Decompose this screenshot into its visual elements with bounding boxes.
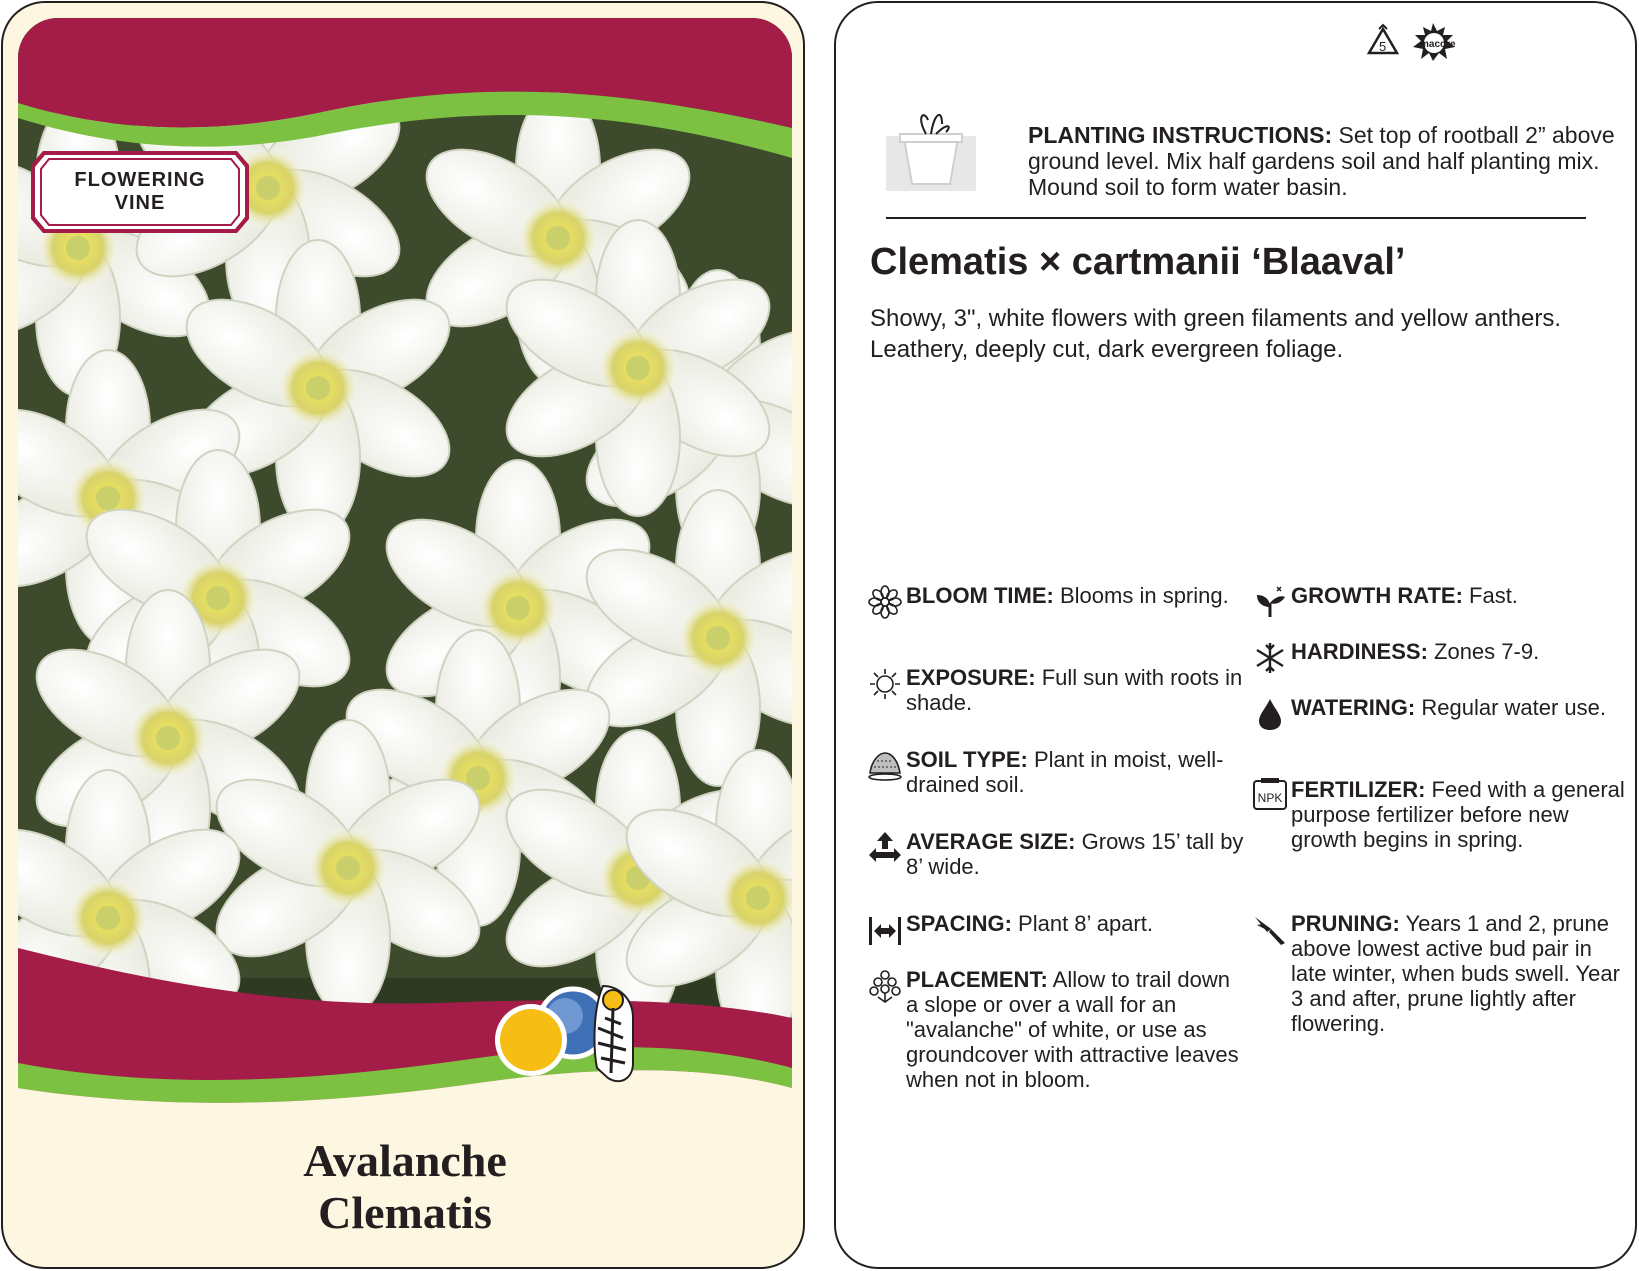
attr-value: Grows 15’ tall by 8’ wide. xyxy=(906,829,1244,879)
attr-placement xyxy=(906,967,1246,1092)
attr-label: WATERING: xyxy=(1291,695,1416,720)
recycle-icon xyxy=(1369,25,1397,54)
attr-bloom-time xyxy=(906,583,1246,608)
feature-badges xyxy=(493,978,643,1088)
attr-pruning xyxy=(1291,911,1631,1036)
attr-value: Plant 8’ apart. xyxy=(1011,911,1153,936)
attr-exposure xyxy=(906,665,1246,715)
attr-value: Fast. xyxy=(1462,583,1518,608)
pot-icon xyxy=(886,106,976,196)
sun-outline-icon xyxy=(868,667,902,701)
planting-instructions xyxy=(886,106,1615,206)
attr-hardiness xyxy=(1291,639,1631,664)
attr-average-size xyxy=(906,829,1246,879)
attr-value: Regular water use. xyxy=(1415,695,1607,720)
attr-value: Blooms in spring. xyxy=(1053,583,1229,608)
attr-soil-type xyxy=(906,747,1246,797)
svg-text:macore: macore xyxy=(1420,39,1456,50)
plant-tag-front xyxy=(1,1,805,1269)
attr-fertilizer xyxy=(1291,777,1631,852)
attr-value: Full sun with roots in shade. xyxy=(906,665,1243,715)
attr-value: Zones 7-9. xyxy=(1427,639,1540,664)
botanical-name: Clematis × cartmanii ‘Blaaval’ xyxy=(870,241,1406,283)
svg-text:NPK: NPK xyxy=(1257,791,1283,805)
attr-label: PRUNING: xyxy=(1291,911,1400,936)
npk-icon xyxy=(1253,777,1287,811)
svg-text:5: 5 xyxy=(1379,39,1387,54)
attr-label: SPACING: xyxy=(906,911,1012,936)
attr-label: FERTILIZER: xyxy=(1291,777,1426,802)
water-drop-icon xyxy=(1253,697,1287,731)
attr-value: Allow to trail down a slope or over a wall for an "avalanche" of white, or use as groundcover with attractive leaves when not in bloom. xyxy=(906,967,1239,1092)
category-badge-text xyxy=(31,169,249,215)
size-arrows-icon xyxy=(868,831,902,865)
sprout-icon xyxy=(1253,585,1287,619)
planting-body: Set top of rootball 2” above ground level. Mix half gardens soil and half planting mix. Mound soil to form water basin. xyxy=(1028,122,1615,200)
brand-logo-icon xyxy=(1413,23,1456,61)
placement-icon xyxy=(868,969,902,1003)
flower-icon xyxy=(868,585,902,619)
attr-value: Feed with a general purpose fertilizer before new growth begins in spring. xyxy=(1291,777,1625,852)
attr-spacing xyxy=(906,911,1246,936)
planting-text xyxy=(1028,122,1628,200)
plant-description: Showy, 3", white flowers with green filaments and yellow anthers. Leathery, deeply cut, dark evergreen foliage. xyxy=(870,305,1562,363)
attr-label: HARDINESS: xyxy=(1291,639,1428,664)
planting-label: PLANTING INSTRUCTIONS: xyxy=(1028,122,1333,148)
attr-label: AVERAGE SIZE: xyxy=(906,829,1076,854)
sun-icon xyxy=(495,1004,567,1076)
attr-label: EXPOSURE: xyxy=(906,665,1036,690)
attr-label: BLOOM TIME: xyxy=(906,583,1054,608)
badge-line-2: VINE xyxy=(114,192,166,214)
pollinator-icon xyxy=(595,986,633,1081)
plant-tag-back xyxy=(834,1,1637,1269)
spacing-arrows-icon xyxy=(868,913,902,947)
attr-label: PLACEMENT: xyxy=(906,967,1048,992)
top-logos xyxy=(1365,21,1465,67)
divider xyxy=(886,217,1586,219)
attr-label: SOIL TYPE: xyxy=(906,747,1028,772)
common-name-line-1: Avalanche xyxy=(303,1135,507,1186)
badge-line-1: FLOWERING xyxy=(74,169,206,191)
snowflake-icon xyxy=(1253,641,1287,675)
common-name-line-2: Clematis xyxy=(318,1187,492,1238)
attr-value: Plant in moist, well-drained soil. xyxy=(906,747,1224,797)
pruners-icon xyxy=(1253,913,1287,947)
attr-label: GROWTH RATE: xyxy=(1291,583,1463,608)
common-name xyxy=(3,1135,805,1239)
attr-value: Years 1 and 2, prune above lowest active bud pair in late winter, when buds swell. Year 3 and after, prune lightly after flowering. xyxy=(1291,911,1620,1036)
soil-icon xyxy=(868,749,902,783)
attr-watering xyxy=(1291,695,1631,720)
attr-growth-rate xyxy=(1291,583,1631,608)
